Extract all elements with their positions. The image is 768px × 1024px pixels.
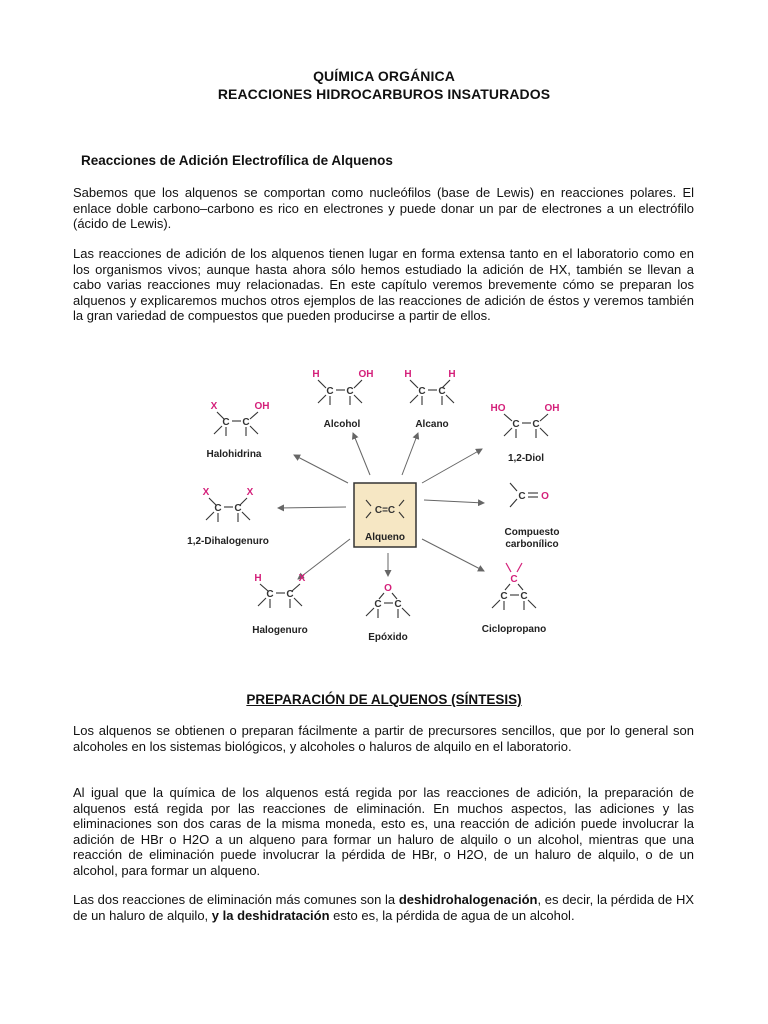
- label-compuesto: Compuesto: [504, 527, 560, 538]
- p5-bold-deshidrohalogenacion: deshidrohalogenación: [398, 892, 538, 907]
- svg-text:X: X: [246, 487, 254, 498]
- product-diol: [491, 403, 560, 464]
- section-heading-adicion: Reacciones de Adición Electrofílica de Alquenos: [81, 153, 393, 168]
- svg-text:O: O: [384, 583, 392, 594]
- svg-text:OH: OH: [544, 403, 560, 414]
- svg-text:OH: OH: [358, 369, 374, 380]
- label-alcano: Alcano: [415, 419, 449, 430]
- p5-bold-deshidratacion: y la deshidratación: [211, 907, 330, 923]
- svg-text:C: C: [374, 599, 382, 610]
- svg-text:C: C: [286, 589, 294, 600]
- p5-text-1: Las dos reacciones de eliminación más comunes son la: [73, 892, 399, 907]
- paragraph-deshidrohalogenacion: [73, 892, 694, 923]
- section-heading-preparacion: PREPARACIÓN DE ALQUENOS (SÍNTESIS): [246, 692, 522, 707]
- product-epoxido: [366, 583, 410, 643]
- label-dihalogenuro: 1,2-Dihalogenuro: [187, 536, 269, 547]
- svg-text:H: H: [404, 369, 412, 380]
- svg-text:C: C: [214, 503, 222, 514]
- svg-text:C: C: [346, 386, 354, 397]
- svg-text:C: C: [500, 591, 508, 602]
- svg-text:HO: HO: [490, 403, 506, 414]
- svg-text:C: C: [438, 386, 446, 397]
- label-halogenuro: Halogenuro: [252, 625, 308, 636]
- svg-text:C: C: [510, 574, 518, 585]
- paragraph-precursores: Los alquenos se obtienen o preparan fácilmente a partir de precursores sencillos, que por lo general son alcoholes en los sistemas biológicos, y alcoholes o haluros de alquilo en el laboratorio.: [73, 723, 694, 754]
- svg-text:OH: OH: [254, 401, 270, 412]
- p5-text-2: , es decir, la pérdida de HX de un haluro de alquilo,: [73, 892, 695, 923]
- label-alcohol: Alcohol: [323, 419, 361, 430]
- label-ciclopropano: Ciclopropano: [481, 624, 547, 635]
- svg-text:C: C: [234, 503, 242, 514]
- center-formula: C=C: [374, 505, 396, 516]
- svg-text:X: X: [210, 401, 218, 412]
- alkene-reactions-diagram: [170, 357, 600, 647]
- product-alcano: [404, 369, 455, 430]
- svg-text:C: C: [520, 591, 528, 602]
- product-alcohol: [312, 369, 373, 430]
- svg-text:X: X: [202, 487, 210, 498]
- svg-text:O: O: [541, 491, 549, 502]
- svg-text:X: X: [298, 573, 306, 584]
- product-carbonilico: [505, 483, 560, 550]
- svg-text:C: C: [222, 417, 230, 428]
- label-halohidrina: Halohidrina: [206, 449, 262, 460]
- svg-text:C: C: [518, 491, 526, 502]
- paragraph-reacciones-adicion: Las reacciones de adición de los alquenos tienen lugar en forma extensa tanto en el laboratorio como en los organismos vivos; aunque hasta ahora sólo hemos estudiado la adición de HX, también se llevan a cabo varias reacciones muy relacionadas. En este capítulo veremos brevemente cómo se preparan los alquenos y explicaremos muchos otros ejemplos de las reacciones de adición de éstos y veremos también la gran variedad de compuestos que pueden producirse a partir de ellos.: [73, 246, 694, 324]
- center-label: Alqueno: [365, 532, 405, 543]
- page-title: QUÍMICA ORGÁNICA: [313, 68, 455, 84]
- label-carbonilico: carbonílico: [505, 539, 559, 550]
- paragraph-eliminacion: Al igual que la química de los alquenos está regida por las reacciones de adición, la preparación de alquenos está regida por las reacciones de eliminación. En muchos aspectos, las adiciones y las eliminaciones son dos caras de la misma moneda, esto es, una reacción de adición puede involucrar la adición de HBr o H2O a un alqueno para formar un haluro de alquilo o un alcohol, mientras que una reacción de eliminación puede involucrar la pérdida de HBr, o H2O, de un haluro de alquilo, o de un alcohol, para formar un alqueno.: [73, 785, 694, 878]
- product-halohidrina: [206, 401, 269, 460]
- svg-text:H: H: [448, 369, 456, 380]
- paragraph-nucleofilos: Sabemos que los alquenos se comportan como nucleófilos (base de Lewis) en reacciones polares. El enlace doble carbono–carbono es rico en electrones y puede donar un par de electrones a un electrófilo (ácido de Lewis).: [73, 185, 694, 232]
- product-halogenuro: [252, 573, 308, 636]
- svg-text:H: H: [254, 573, 262, 584]
- center-alkene: [354, 483, 416, 547]
- product-dihalogenuro: [187, 487, 269, 547]
- label-epoxido: Epóxido: [368, 632, 408, 643]
- product-ciclopropano: [482, 563, 546, 635]
- label-diol: 1,2-Diol: [507, 453, 545, 464]
- svg-text:C: C: [326, 386, 334, 397]
- svg-text:C: C: [242, 417, 250, 428]
- svg-text:C: C: [512, 419, 520, 430]
- svg-text:C: C: [418, 386, 426, 397]
- p5-text-3: esto es, la pérdida de agua de un alcohol.: [329, 907, 575, 923]
- svg-text:C: C: [266, 589, 274, 600]
- page-subtitle: REACCIONES HIDROCARBUROS INSATURADOS: [217, 86, 551, 102]
- svg-text:C: C: [394, 599, 402, 610]
- svg-text:C: C: [532, 419, 540, 430]
- svg-text:H: H: [312, 369, 320, 380]
